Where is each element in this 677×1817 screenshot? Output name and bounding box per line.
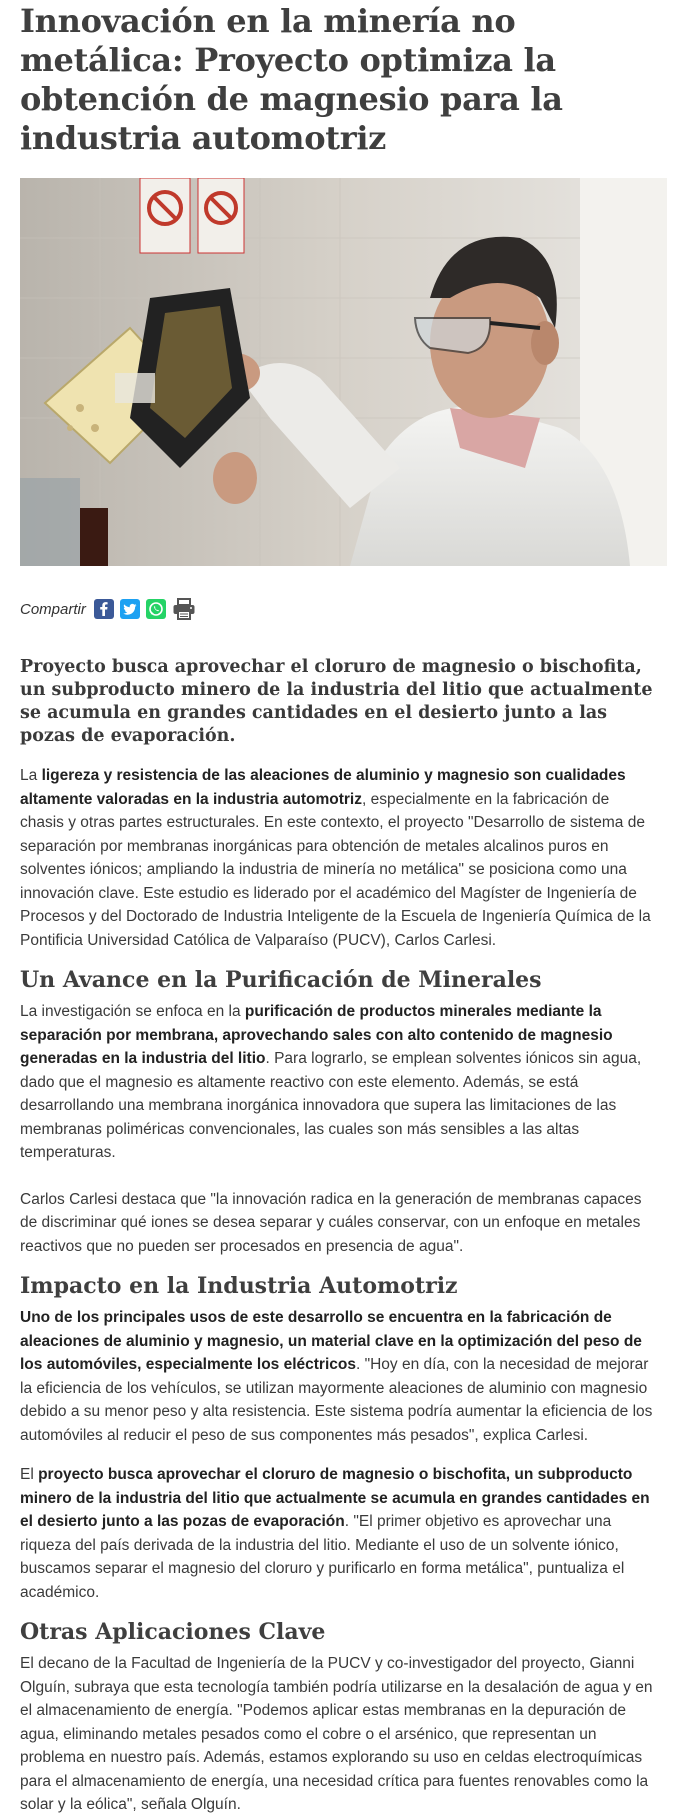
paragraph-1-c: , especialmente en la fabricación de chasis y otras partes estructurales. En este contexto, el proyecto "Desarrollo de sistema de separación por membranas inorgánicas para obtención de metales alcalinos puros en solventes iónicos; ampliando la industria de minería no metálica" se posiciona como una innovación clave. Este estudio es liderado por el académico del Magíster de Ingeniería de Procesos y del Doctorado de Industria Inteligente de la Escuela de Ingeniería Química de la Pontificia Universidad Católica de Valparaíso (PUCV), Carlos Carlesi. <box>20 790 651 949</box>
paragraph-1 <box>20 764 657 952</box>
paragraph-5 <box>20 1463 657 1604</box>
paragraph-3: Carlos Carlesi destaca que "la innovación radica en la generación de membranas capaces de discriminar qué iones se desea separar y cuáles conservar, con un enfoque en metales reactivos que no pueden ser procesados en presencia de agua". <box>20 1190 642 1255</box>
paragraph-1-a: La <box>20 767 42 784</box>
section-heading-3: Otras Aplicaciones Clave <box>20 1619 326 1645</box>
paragraph-4 <box>20 1306 657 1447</box>
paragraph-5-a: El <box>20 1466 39 1483</box>
facebook-icon[interactable] <box>94 599 114 619</box>
print-icon[interactable] <box>172 599 196 619</box>
paragraph-4-bold: Uno de los principales usos de este desarrollo se encuentra en la fabricación de aleaciones de aluminio y magnesio, un material clave en la optimización del peso de los automóviles, especialmente los eléctricos <box>20 1309 642 1373</box>
share-label: Compartir <box>20 600 86 618</box>
section-heading-2: Impacto en la Industria Automotriz <box>20 1273 458 1299</box>
paragraph-6: El decano de la Facultad de Ingeniería de la PUCV y co-investigador del proyecto, Gianni Olguín, subraya que esta tecnología también podría utilizarse en la desalación de agua y en el almacenamiento de energía. "Podemos aplicar estas membranas en la depuración de agua, eliminando metales pesados como el cobre o el arsénico, que representan un problema en nuestro país. Además, estamos explorando su uso en celdas electroquímicas para el almacenamiento de energía, una necesidad crítica para fuentes renovables como la solar y la eólica", señala Olguín. <box>20 1655 653 1813</box>
whatsapp-icon[interactable] <box>146 599 166 619</box>
twitter-icon[interactable] <box>120 599 140 619</box>
paragraph-5-c: . "El primer objetivo es aprovechar una riqueza del país derivada de la industria del litio. Mediante el uso de un solvente iónico, buscamos separar el magnesio del cloruro y purificarlo en forma metálica", puntualiza el académico. <box>20 1513 625 1601</box>
paragraph-2-c: . Para lograrlo, se emplean solventes iónicos sin agua, dado que el magnesio es altamente reactivo con este elemento. Además, se está desarrollando una membrana inorgánica innovadora que supera las limitaciones de las membranas poliméricas convencionales, las cuales son más sensibles a las altas temperaturas. <box>20 1050 642 1161</box>
paragraph-4-c: . "Hoy en día, con la necesidad de mejorar la eficiencia de los vehículos, se utilizan mayormente aleaciones de aluminio con magnesio debido a su menor peso y alta resistencia. Este sistema podría aumentar la eficiencia de los automóviles al reducir el peso de sus componentes más pesados", explica Carlesi. <box>20 1356 653 1444</box>
paragraph-2-a: La investigación se enfoca en la <box>20 1003 245 1020</box>
article-title: Innovación en la minería no metálica: Proyecto optimiza la obtención de magnesio para la industria automotriz <box>20 2 563 157</box>
paragraph-2-bold: purificación de productos minerales mediante la separación por membrana, aprovechando sales con alto contenido de magnesio generadas en la industria del litio <box>20 1003 613 1067</box>
article-lead: Proyecto busca aprovechar el cloruro de magnesio o bischofita, un subproducto minero de la industria del litio que actualmente se acumula en grandes cantidades en el desierto junto a las pozas de evaporación. <box>20 657 653 746</box>
hero-photo-illustration <box>20 178 667 566</box>
paragraph-2 <box>20 1000 657 1165</box>
paragraph-1-bold: ligereza y resistencia de las aleaciones de aluminio y magnesio son cualidades altamente valoradas en la industria automotriz <box>20 767 626 808</box>
hero-photo <box>20 178 667 566</box>
share-bar <box>20 596 657 622</box>
paragraph-5-bold: proyecto busca aprovechar el cloruro de magnesio o bischofita, un subproducto minero de la industria del litio que actualmente se acumula en grandes cantidades en el desierto junto a las pozas de evaporación <box>20 1466 650 1530</box>
section-heading-1: Un Avance en la Purificación de Minerales <box>20 967 542 993</box>
